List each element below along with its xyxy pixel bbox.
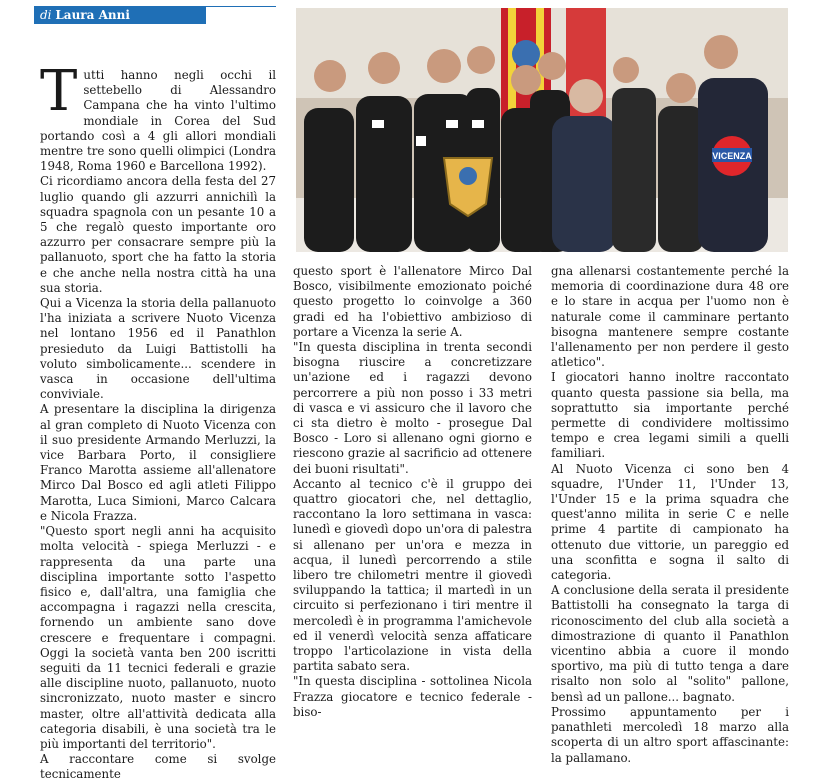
- paragraph: Prossimo appuntamento per i panathleti mercoledì 18 marzo alla scoperta di un altro sport affascinante: la pallamano.: [551, 704, 789, 765]
- article-column-1: [40, 59, 276, 783]
- paragraph: Qui a Vicenza la storia della pallanuoto l'ha iniziata a scrivere Nuoto Vicenza nel lontano 1956 ed il Panathlon presieduto da Luigi Battistolli ha voluto simbolicamente... scendere in vasca in occasione dell'ultima conviviale.: [40, 296, 276, 402]
- drop-cap: T: [40, 59, 78, 124]
- paragraph: "In questa disciplina in trenta secondi bisogna riuscire a concretizzare un'azione ed i ragazzi devono percorrere a più non posso i 33 metri di vasca e vi assicuro che il lavoro che ci sta dietro è molto - prosegue Dal Bosco - Loro si allenano ogni giorno e riescono grazie al sacrificio ad ottenere dei buoni risultati".: [293, 340, 532, 476]
- byline-prefix: di: [40, 8, 52, 22]
- paragraph: Ci ricordiamo ancora della festa del 27 luglio quando gli azzurri annichilì la squadra spagnola con un pesante 10 a 5 che regalò questo importante oro azzurro per consacrare sempre più la pallanuoto, sport che ha fatto la storia e che anche nella nostra città ha una sua storia.: [40, 174, 276, 295]
- byline: [40, 8, 130, 22]
- paragraph: Al Nuoto Vicenza ci sono ben 4 squadre, l'Under 11, l'Under 13, l'Under 15 e la prima squadra che quest'anno milita in serie C e nelle prime 4 partite di campionato ha ottenuto due vittorie, un pareggio ed una sconfitta e sogna il salto di categoria.: [551, 461, 789, 583]
- article-column-2: [293, 264, 532, 720]
- paragraph: Accanto al tecnico c'è il gruppo dei quattro giocatori che, nel dettaglio, raccontano la loro settimana in vasca: lunedì e giovedì dopo un'ora di palestra si allenano per un'ora e mezza in acqua, il lunedì percorrendo a stile libero tre chilometri mentre il giovedì sviluppando la tattica; il martedì in un circuito si perfezionano i tiri mentre il mercoledì è in programma l'amichevole ed il venerdì velocità senza affaticare troppo l'articolazione in vista della partita sabato sera.: [293, 476, 532, 674]
- byline-author: Laura Anni: [55, 8, 130, 22]
- paragraph: A raccontare come si svolge tecnicamente: [40, 752, 276, 782]
- group-photo: [296, 8, 788, 252]
- paragraph: "In questa disciplina - sottolinea Nicola Frazza giocatore e tecnico federale - biso-: [293, 674, 532, 719]
- paragraph: [40, 59, 276, 174]
- ball-label: VICENZA: [712, 151, 752, 161]
- paragraph: A conclusione della serata il presidente Battistolli ha consegnato la targa di riconoscimento del club alla società a dimostrazione di quanto il Panathlon vicentino abbia a cuore il mondo sportivo, ma più di tutto tenga a dare risalto non solo al "solito" pallone, bensì ad un pallone... bagnato.: [551, 583, 789, 704]
- paragraph: "Questo sport negli anni ha acquisito molta velocità - spiega Merluzzi - e rappresenta da una parte una disciplina importante sotto l'aspetto fisico e, dall'altra, una famiglia che accompagna i ragazzi nella crescita, fornendo un ambiente sano dove crescere e frequentare i compagni. Oggi la società vanta ben 200 iscritti seguiti da 11 tecnici federali e grazie alle discipline nuoto, pallanuoto, nuoto sincronizzato, nuoto master e sincro master, oltre all'attività dedicata alla categoria disabili, è una società tra le più importanti del territorio".: [40, 524, 276, 751]
- group-photo-illustration: [296, 8, 788, 252]
- byline-rule: [206, 6, 276, 7]
- article-column-3: [551, 264, 789, 766]
- paragraph: gna allenarsi costantemente perché la memoria di coordinazione dura 48 ore e lo stare in acqua per l'uomo non è naturale come il camminare pertanto bisogna mantenere sempre costante l'allenamento per non perdere il gesto atletico".: [551, 264, 789, 370]
- paragraph: A presentare la disciplina la dirigenza al gran completo di Nuoto Vicenza con il suo presidente Armando Merluzzi, la vice Barbara Porto, il consigliere Franco Marotta assieme all'allenatore Mirco Dal Bosco ed agli atleti Filippo Marotta, Luca Simioni, Marco Calcara e Nicola Frazza.: [40, 402, 276, 523]
- paragraph-text: utti hanno negli occhi il settebello di Alessandro Campana che ha vinto l'ultimo mondiale in Corea del Sud portando così a 4 gli allori mondiali mentre tre sono quelli olimpici (Londra 1948, Roma 1960 e Barcellona 1992).: [40, 68, 276, 174]
- paragraph: questo sport è l'allenatore Mirco Dal Bosco, visibilmente emozionato poiché questo progetto lo coinvolge a 360 gradi ed ha l'obiettivo ambizioso di portare a Vicenza la serie A.: [293, 264, 532, 339]
- emblem-icon: [512, 40, 540, 68]
- paragraph: I giocatori hanno inoltre raccontato quanto questa passione sia bella, ma soprattutto sia importante perché permette di condividere moltissimo tempo e crea legami simili a quelli familiari.: [551, 370, 789, 461]
